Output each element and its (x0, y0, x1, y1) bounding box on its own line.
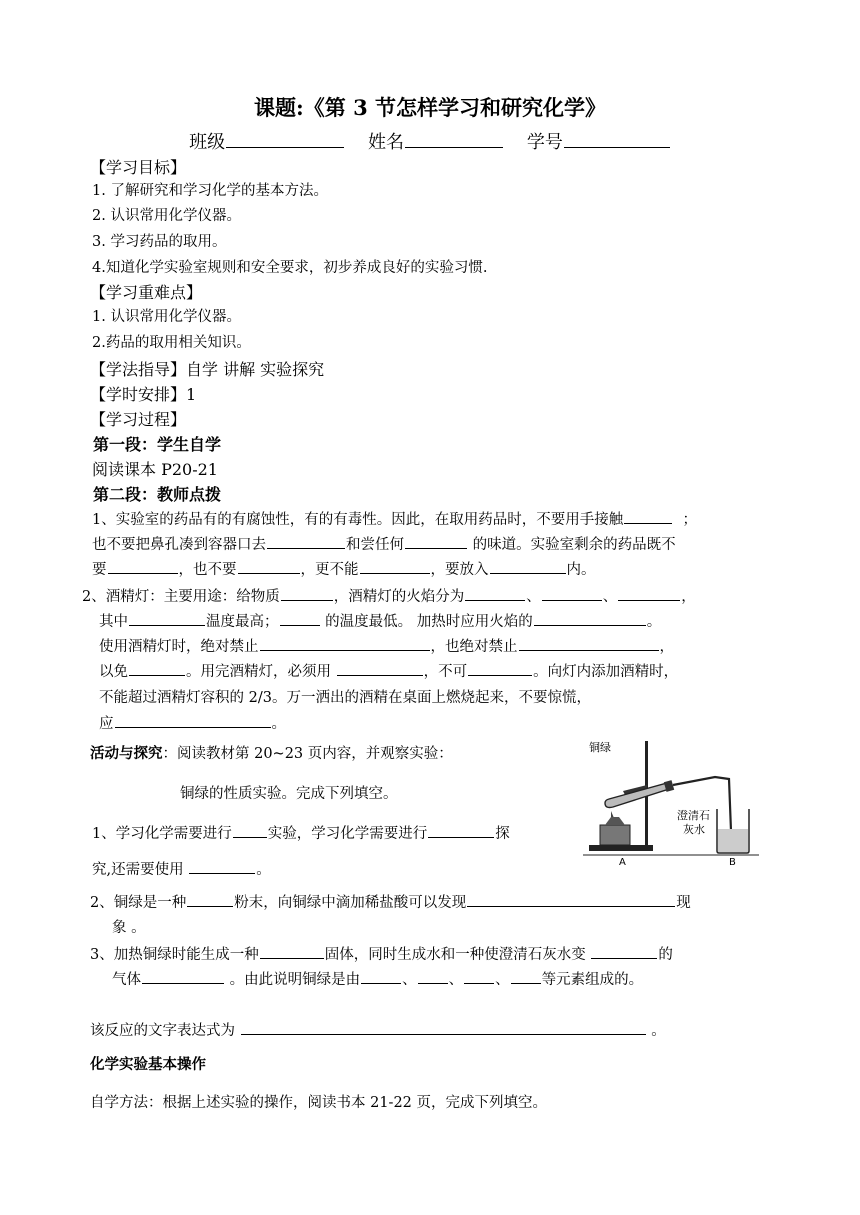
goals-heading: 【学习目标】 (90, 158, 187, 177)
a2-text: 2、铜绿是一种 (90, 895, 187, 911)
a2-line2: 象 。 (112, 920, 146, 936)
q2-text: 使用酒精灯时，绝对禁止 (99, 639, 259, 655)
limewater (718, 829, 748, 852)
a3-text: 、 (448, 972, 464, 988)
a2-blank-2[interactable] (467, 892, 675, 908)
a3-text: 、 (402, 972, 417, 988)
a3-blank-7[interactable] (511, 969, 541, 985)
q1-text: 要 (92, 562, 107, 578)
activity-subtitle: 铜绿的性质实验。完成下列填空。 (180, 786, 398, 802)
stand-base (589, 845, 653, 851)
a3-blank-5[interactable] (418, 969, 448, 985)
q2-line2 (99, 610, 661, 631)
q2-text: 。用完酒精灯，必须用 (186, 664, 336, 680)
student-info-line (0, 128, 860, 154)
q1-blank-6[interactable] (360, 559, 430, 575)
a1-line2 (92, 858, 271, 879)
a3-line2 (112, 968, 643, 989)
q1-text: 1、实验室的药品有的有腐蚀性，有的有毒性。因此，在取用药品时，不要用手接触 (92, 512, 624, 528)
hours-line: 【学时安排】1 (90, 385, 197, 404)
keypoint-item-1: 1. 认识常用化学仪器。 (92, 309, 241, 325)
id-label: 学号 (526, 132, 563, 153)
goal-item-2: 2. 认识常用化学仪器。 (92, 208, 241, 224)
q2-text: 、 (526, 589, 541, 605)
reaction-blank[interactable] (241, 1020, 646, 1036)
a2-text: 粉末，向铜绿中滴加稀盐酸可以发现 (234, 895, 467, 911)
class-blank[interactable] (226, 129, 344, 148)
a3-blank-1[interactable] (260, 944, 324, 960)
q1-text: ，更不能 (300, 562, 359, 578)
q2-text: 、 (602, 589, 618, 605)
q1-line2 (92, 533, 676, 554)
a1-text: 究,还需要使用 (92, 862, 189, 878)
q1-text: 和尝任何 (346, 537, 404, 553)
label-copper: 铜绿 (589, 741, 611, 754)
id-blank[interactable] (564, 129, 670, 148)
q2-text: ， (681, 589, 696, 605)
q2-blank-12[interactable] (468, 661, 532, 677)
reaction-text: 该反应的文字表达式为 (90, 1023, 240, 1039)
a3-line1 (90, 943, 673, 964)
q2-text: 的温度最低。 加热时应用火焰的 (320, 614, 533, 630)
q1-blank-1[interactable] (624, 509, 672, 525)
q2-blank-3[interactable] (542, 586, 602, 602)
q2-blank-8[interactable] (260, 636, 430, 652)
method-line: 【学法指导】自学 讲解 实验探究 (90, 360, 325, 379)
a3-text: 固体，同时生成水和一种使澄清石灰水变 (324, 947, 591, 963)
a1-text: 探 (495, 826, 510, 842)
apparatus-drawing (583, 733, 759, 867)
a1-blank-2[interactable] (428, 823, 494, 839)
q2-blank-10[interactable] (129, 661, 185, 677)
a1-line1 (92, 822, 510, 843)
a3-text: 3、加热铜绿时能生成一种 (90, 947, 259, 963)
a1-text: 1、学习化学需要进行 (92, 826, 232, 842)
label-lime-1: 澄清石 (677, 809, 710, 822)
page-title: 课题:《第 3 节怎样学习和研究化学》 (254, 95, 606, 120)
q2-blank-13[interactable] (115, 713, 271, 729)
basic-ops-heading: 化学实验基本操作 (90, 1056, 206, 1073)
goal-item-4: 4.知道化学实验室规则和安全要求，初步养成良好的实验习惯. (92, 260, 488, 276)
q2-text: 其中 (99, 614, 128, 630)
a3-blank-4[interactable] (361, 969, 401, 985)
activity-line (90, 742, 453, 763)
a3-text: 等元素组成的。 (541, 972, 644, 988)
reaction-text: 。 (646, 1023, 666, 1039)
alcohol-lamp (600, 825, 630, 845)
q2-text: 2、酒精灯：主要用途：给物质 (82, 589, 280, 605)
class-label: 班级 (189, 132, 226, 153)
q2-text: 应 (99, 716, 114, 732)
activity-label: 活动与探究 (90, 745, 163, 762)
a2-text: 现 (676, 895, 691, 911)
a3-blank-3[interactable] (142, 969, 224, 985)
q2-text: 。 (271, 716, 286, 732)
label-b: B (729, 857, 736, 867)
keypoint-item-2: 2.药品的取用相关知识。 (92, 335, 251, 351)
a1-blank-1[interactable] (233, 823, 267, 839)
q1-text: ，要放入 (430, 562, 489, 578)
a2-blank-1[interactable] (187, 892, 233, 908)
q1-blank-2[interactable] (267, 534, 345, 550)
goal-item-3: 3. 学习药品的取用。 (92, 234, 227, 250)
q2-blank-7[interactable] (534, 611, 646, 627)
q2-blank-2[interactable] (465, 586, 525, 602)
reaction-line (90, 1019, 666, 1040)
q2-line1 (82, 585, 696, 606)
goal-item-1: 1. 了解研究和学习化学的基本方法。 (92, 183, 328, 199)
q1-text: ； (682, 512, 697, 528)
q2-blank-4[interactable] (618, 586, 680, 602)
q1-blank-7[interactable] (490, 559, 566, 575)
q2-text: 。 (646, 614, 662, 630)
a3-text: 。由此说明铜绿是由 (225, 972, 361, 988)
q1-text: 内。 (566, 562, 596, 578)
q2-text: ，酒精灯的火焰分为 (333, 589, 465, 605)
q2-text: 温度最高； (206, 614, 279, 630)
self-study-line: 自学方法：根据上述实验的操作，阅读书本 21-22 页，完成下列填空。 (90, 1095, 548, 1111)
q2-blank-1[interactable] (281, 586, 333, 602)
a1-blank-3[interactable] (189, 859, 255, 875)
label-lime-2: 灰水 (683, 823, 705, 836)
q1-text: ，也不要 (178, 562, 237, 578)
process-heading: 【学习过程】 (90, 410, 187, 429)
q2-blank-11[interactable] (337, 661, 423, 677)
q1-text: 也不要把鼻孔凑到容器口去 (92, 537, 266, 553)
q1-line3 (92, 558, 596, 579)
apparatus-figure (583, 733, 759, 867)
q2-blank-9[interactable] (519, 636, 659, 652)
q1-blank-5[interactable] (238, 559, 300, 575)
q2-text: ， (659, 639, 674, 655)
q2-text: ，不可 (423, 664, 468, 680)
q2-line4 (99, 660, 678, 681)
stage1-heading: 第一段：学生自学 (93, 435, 222, 454)
q2-line6 (99, 712, 286, 733)
keypoints-heading: 【学习重难点】 (90, 283, 203, 302)
q2-text: ，也绝对禁止 (430, 639, 518, 655)
q1-blank-4[interactable] (108, 559, 178, 575)
a1-text: 。 (256, 862, 271, 878)
a3-blank-2[interactable] (591, 944, 657, 960)
q2-text: 。向灯内添加酒精时， (533, 664, 679, 680)
q1-text: 的味道。实验室剩余的药品既不 (468, 537, 676, 553)
a3-blank-6[interactable] (464, 969, 494, 985)
q2-blank-5[interactable] (129, 611, 205, 627)
name-label: 姓名 (368, 132, 404, 153)
q2-blank-6[interactable] (280, 611, 320, 627)
a3-text: 、 (495, 972, 510, 988)
stage1-text: 阅读课本 P20-21 (92, 460, 218, 479)
q2-text: 以免 (99, 664, 128, 680)
q2-line3 (99, 635, 674, 656)
a2-line1 (90, 891, 691, 912)
activity-text: ：阅读教材第 20~23 页内容，并观察实验： (162, 746, 453, 762)
a3-text: 的 (658, 947, 673, 963)
name-blank[interactable] (405, 129, 503, 148)
q1-blank-3[interactable] (405, 534, 467, 550)
stage2-heading: 第二段：教师点拨 (93, 485, 222, 504)
label-a: A (619, 857, 626, 867)
q2-line5: 不能超过酒精灯容积的 2/3。万一洒出的酒精在桌面上燃烧起来，不要惊慌， (99, 690, 591, 706)
a1-text: 实验，学习化学需要进行 (267, 826, 428, 842)
a3-text: 气体 (112, 972, 141, 988)
q1-line1 (92, 508, 697, 529)
